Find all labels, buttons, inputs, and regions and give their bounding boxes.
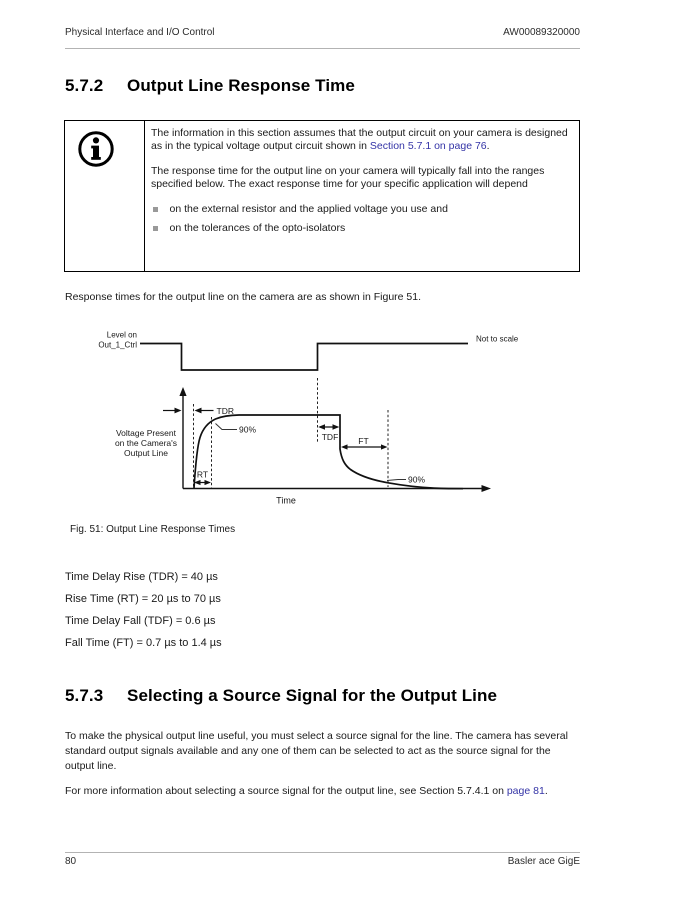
rt-label: RT — [196, 469, 209, 480]
x-axis-arrow-icon — [482, 485, 492, 492]
value-rt: Rise Time (RT) = 20 µs to 70 µs — [65, 593, 221, 605]
ft-left-arrow-icon — [341, 444, 348, 449]
value-ft: Fall Time (FT) = 0.7 µs to 1.4 µs — [65, 637, 222, 649]
figure-51-timing-diagram — [80, 325, 545, 510]
link-section-571[interactable]: Section 5.7.1 on page 76 — [369, 140, 487, 152]
ctrl-signal-waveform — [140, 344, 468, 371]
section-573-p2-period: . — [544, 785, 548, 797]
voltage-label-line1: Voltage Present — [115, 428, 177, 438]
ctrl-label-line1: Level on — [106, 330, 137, 340]
rise-90-label: 90% — [239, 424, 257, 435]
header-left-title: Physical Interface and I/O Control — [65, 27, 215, 38]
voltage-label-line2: on the Camera's — [114, 438, 178, 448]
note-bullet-1-text: on the external resistor and the applied voltage you use and — [169, 203, 448, 215]
section-573-heading — [65, 686, 580, 706]
section-572-number: 5.7.2 — [65, 76, 104, 95]
tdf-label: TDF — [321, 432, 339, 442]
footer-product-name: Basler ace GigE — [507, 856, 580, 867]
note-paragraph-2: The response time for the output line on your camera will typically fall into the ranges specified below. The exact response time for your specific application will depend — [151, 165, 545, 190]
section-572-title: Output Line Response Time — [127, 76, 355, 95]
y-axis-arrow-icon — [179, 387, 186, 396]
section-573-paragraph-2 — [65, 784, 582, 799]
note-bullet-2-text: on the tolerances of the opto-isolators — [169, 222, 346, 234]
ft-right-arrow-icon — [381, 444, 388, 449]
header-rule — [65, 48, 580, 49]
intro-paragraph: Response times for the output line on the camera are as shown in Figure 51. — [65, 291, 422, 303]
tdf-left-arrow-icon — [318, 424, 325, 430]
section-573-p2-text: For more information about selecting a source signal for the output line, see Section 5.7.4.1 on — [65, 785, 507, 797]
footer-page-number: 80 — [65, 856, 77, 867]
note-p1-period: . — [486, 140, 490, 152]
section-573-number: 5.7.3 — [65, 686, 104, 705]
header-doc-number: AW00089320000 — [503, 27, 580, 38]
figure-51-caption: Fig. 51: Output Line Response Times — [70, 524, 236, 535]
note-bullet-1 — [151, 203, 571, 216]
section-572-heading — [65, 76, 580, 96]
note-p1-text: The information in this section assumes that the output circuit on your camera is designed as in the typical voltage output circuit shown in — [151, 127, 568, 152]
section-573-paragraph-1: To make the physical output line useful, you must select a source signal for the line. The camera has several standard output signals available and any one of them can be selected to act as the source signal for the output line. — [65, 730, 568, 772]
value-tdr: Time Delay Rise (TDR) = 40 µs — [65, 571, 218, 583]
section-573-title: Selecting a Source Signal for the Output Line — [127, 686, 498, 705]
link-page-81[interactable]: page 81 — [506, 785, 545, 797]
value-tdf: Time Delay Fall (TDF) = 0.6 µs — [65, 615, 216, 627]
note-divider — [144, 121, 145, 271]
info-icon — [76, 129, 116, 169]
tdr-inner-arrow-icon — [195, 408, 202, 414]
footer-rule — [65, 852, 580, 853]
not-to-scale-label: Not to scale — [476, 334, 519, 344]
square-bullet-icon — [153, 207, 158, 212]
ctrl-label-line2: Out_1_Ctrl — [98, 340, 137, 350]
rise-90-leader-line — [216, 424, 238, 430]
ft-label: FT — [358, 436, 369, 446]
tdr-outer-arrow-icon — [175, 408, 182, 414]
note-paragraph-1 — [151, 127, 571, 153]
note-text — [151, 127, 571, 235]
tdf-right-arrow-icon — [333, 424, 340, 430]
square-bullet-icon — [153, 226, 158, 231]
tdr-label: TDR — [216, 406, 234, 416]
fall-90-leader-line — [387, 480, 406, 481]
fall-90-label: 90% — [408, 474, 426, 485]
response-values-list — [65, 566, 222, 654]
info-note-box — [64, 120, 580, 272]
voltage-label-line3: Output Line — [124, 448, 168, 458]
rt-right-arrow-icon — [205, 480, 212, 485]
note-bullet-2 — [151, 222, 571, 235]
time-axis-label: Time — [276, 495, 296, 506]
